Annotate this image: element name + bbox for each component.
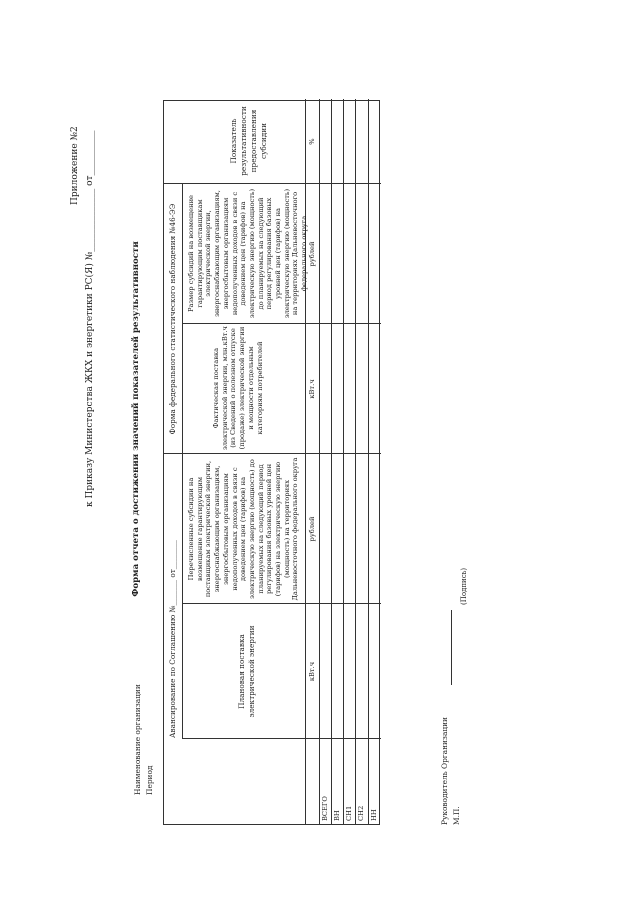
- row-divider: [343, 99, 344, 824]
- order-reference: к Приказу Министерства ЖКХ и энергетики РС(Я) №______________ от__________: [85, 130, 95, 507]
- agreement-header: Авансирование по Соглашению №_______ от________: [168, 540, 177, 738]
- row-divider: [368, 99, 369, 824]
- period-label: Период: [145, 765, 154, 795]
- unit-rub: рублей: [308, 516, 316, 542]
- row-label-nn: НН: [370, 809, 378, 821]
- seal-label: М.П.: [452, 806, 461, 825]
- row-divider: [355, 99, 356, 824]
- unit-rub-subsidy: рублей: [308, 241, 316, 267]
- header-divider: [182, 184, 183, 739]
- signature-label: (Подпись): [460, 567, 468, 605]
- report-table: [163, 100, 380, 825]
- unit-kwh-actual: кВт.ч: [308, 379, 316, 399]
- organization-label: Наименование организации: [133, 684, 142, 795]
- document-title: Форма отчета о достижении значений показателей результативности: [131, 241, 141, 597]
- indicator-header: Показатель результативности предоставления субсидии: [229, 106, 268, 176]
- transferred-subsidies-header: Перечисленные субсидии на возмещение гарантирующим поставщикам электрической энергии, энергоснабжающим организациям, энергосбытовым организациям недополученных доходов в связи с доведением цен (тарифов) на электрическую энергию (мощность) до планируемых на следующий период регулирования базовых уровней цен (тарифов) на электрическую энергию (мощность) на территориях Дальневосточного федерального округа: [187, 457, 300, 601]
- row-label-vn: ВН: [333, 810, 341, 821]
- appendix-number: Приложение №2: [70, 126, 80, 205]
- actual-supply-header: Фактическая поставка электрической энергии, млн.кВт.ч (из Сведений о полезном отпуске (продаже) электрической энергии и мощности отдельным категориям потребителей: [212, 326, 264, 450]
- federal-form-header: Форма федерального статистического наблюдения №46-ЭЭ: [168, 203, 177, 435]
- column-divider: [164, 183, 381, 184]
- column-divider: [182, 603, 381, 604]
- subsidy-amount-header: Размер субсидий на возмещение гарантирующим поставщикам электрической энергии, энергоснабжающим организациям, энергосбытовым организациям недополученных доходов в связи с доведением цен (тарифов) на электрическую энергию (мощность) до планируемых на следующий период регулирования базовых уровней цен (тарифов) на электрическую энергию (мощность) на территориях Дальневосточного федерального округа: [187, 188, 309, 319]
- signature-line: [451, 610, 452, 685]
- row-divider: [331, 99, 332, 824]
- unit-percent: %: [308, 138, 316, 145]
- column-divider: [182, 738, 381, 739]
- column-divider: [182, 323, 381, 324]
- row-label-total: ВСЕГО: [321, 796, 329, 821]
- head-of-organization-label: Руководитель Организации: [440, 717, 449, 825]
- row-label-sn1: СН1: [345, 805, 353, 821]
- row-label-sn2: СН2: [357, 805, 365, 821]
- unit-kwh: кВт.ч: [308, 661, 316, 682]
- units-row-bottom: [319, 99, 320, 824]
- column-divider: [164, 453, 381, 454]
- planned-supply-header: Плановая поставка электрической энергии: [237, 625, 256, 718]
